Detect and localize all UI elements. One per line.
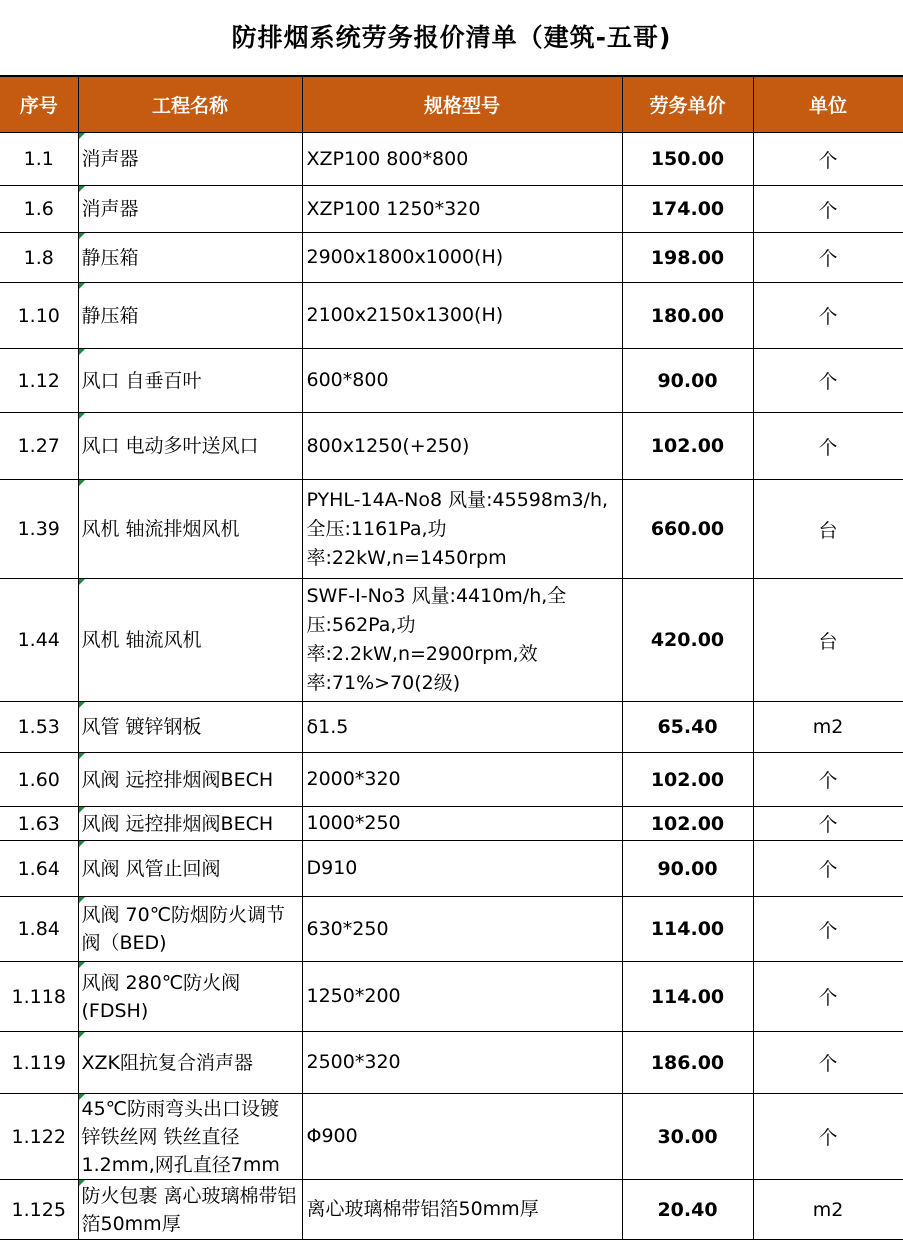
row-spec: Φ900 — [302, 1094, 622, 1180]
row-price: 180.00 — [622, 283, 753, 349]
row-unit: 台 — [753, 579, 903, 702]
row-index: 1.122 — [0, 1094, 78, 1180]
price-table — [0, 76, 903, 1240]
row-unit: 个 — [753, 233, 903, 283]
row-name: 防火包裹 离心玻璃棉带铝箔50mm厚 — [78, 1180, 302, 1240]
row-unit: 台 — [753, 480, 903, 579]
row-spec: 离心玻璃棉带铝箔50mm厚 — [302, 1180, 622, 1240]
row-name: XZK阻抗复合消声器 — [78, 1032, 302, 1094]
table-row — [0, 283, 903, 349]
table-row — [0, 1094, 903, 1180]
table-body — [0, 133, 903, 1240]
row-spec: 630*250 — [302, 897, 622, 962]
row-price: 102.00 — [622, 753, 753, 807]
row-index: 1.118 — [0, 962, 78, 1032]
row-unit: 个 — [753, 1094, 903, 1180]
row-name: 风阀 远控排烟阀BECH — [78, 807, 302, 841]
row-price: 114.00 — [622, 897, 753, 962]
table-row — [0, 962, 903, 1032]
row-price: 65.40 — [622, 702, 753, 753]
row-name: 45℃防雨弯头出口设镀锌铁丝网 铁丝直径1.2mm,网孔直径7mm — [78, 1094, 302, 1180]
row-index: 1.60 — [0, 753, 78, 807]
row-unit: 个 — [753, 283, 903, 349]
row-unit: 个 — [753, 962, 903, 1032]
table-row — [0, 841, 903, 897]
row-name: 风口 电动多叶送风口 — [78, 413, 302, 480]
header-name: 工程名称 — [78, 77, 302, 133]
table-row — [0, 702, 903, 753]
row-name: 风阀 280℃防火阀(FDSH) — [78, 962, 302, 1032]
row-index: 1.27 — [0, 413, 78, 480]
row-index: 1.39 — [0, 480, 78, 579]
row-index: 1.6 — [0, 186, 78, 233]
row-name: 静压箱 — [78, 283, 302, 349]
header-unit: 单位 — [753, 77, 903, 133]
table-row — [0, 753, 903, 807]
row-price: 90.00 — [622, 841, 753, 897]
row-price: 102.00 — [622, 413, 753, 480]
row-index: 1.64 — [0, 841, 78, 897]
row-unit: 个 — [753, 753, 903, 807]
row-price: 114.00 — [622, 962, 753, 1032]
table-row — [0, 1032, 903, 1094]
row-index: 1.53 — [0, 702, 78, 753]
header-price: 劳务单价 — [622, 77, 753, 133]
row-price: 102.00 — [622, 807, 753, 841]
row-name: 静压箱 — [78, 233, 302, 283]
table-row — [0, 133, 903, 186]
row-spec: 2000*320 — [302, 753, 622, 807]
row-spec: 2500*320 — [302, 1032, 622, 1094]
row-name: 风阀 远控排烟阀BECH — [78, 753, 302, 807]
row-name: 风阀 风管止回阀 — [78, 841, 302, 897]
row-index: 1.125 — [0, 1180, 78, 1240]
table-row — [0, 807, 903, 841]
row-price: 30.00 — [622, 1094, 753, 1180]
row-unit: 个 — [753, 186, 903, 233]
row-name: 风口 自垂百叶 — [78, 349, 302, 413]
row-unit: 个 — [753, 133, 903, 186]
row-spec: XZP100 800*800 — [302, 133, 622, 186]
row-spec: 1250*200 — [302, 962, 622, 1032]
row-spec: δ1.5 — [302, 702, 622, 753]
row-unit: 个 — [753, 349, 903, 413]
row-price: 186.00 — [622, 1032, 753, 1094]
row-spec: 2100x2150x1300(H) — [302, 283, 622, 349]
row-name: 风管 镀锌钢板 — [78, 702, 302, 753]
row-unit: m2 — [753, 702, 903, 753]
table-row — [0, 1180, 903, 1240]
table-row — [0, 480, 903, 579]
table-row — [0, 186, 903, 233]
row-unit: 个 — [753, 413, 903, 480]
row-name: 风机 轴流排烟风机 — [78, 480, 302, 579]
table-row — [0, 579, 903, 702]
row-index: 1.8 — [0, 233, 78, 283]
row-price: 174.00 — [622, 186, 753, 233]
table-row — [0, 233, 903, 283]
row-price: 420.00 — [622, 579, 753, 702]
row-price: 150.00 — [622, 133, 753, 186]
header-index: 序号 — [0, 77, 78, 133]
row-index: 1.10 — [0, 283, 78, 349]
row-price: 20.40 — [622, 1180, 753, 1240]
row-index: 1.63 — [0, 807, 78, 841]
row-price: 198.00 — [622, 233, 753, 283]
row-spec: D910 — [302, 841, 622, 897]
row-spec: 800x1250(+250) — [302, 413, 622, 480]
row-name: 风机 轴流风机 — [78, 579, 302, 702]
table-row — [0, 349, 903, 413]
row-index: 1.44 — [0, 579, 78, 702]
row-price: 90.00 — [622, 349, 753, 413]
row-index: 1.84 — [0, 897, 78, 962]
row-spec: PYHL-14A-No8 风量:45598m3/h,全压:1161Pa,功率:22kW,n=1450rpm — [302, 480, 622, 579]
row-unit: m2 — [753, 1180, 903, 1240]
row-spec: 600*800 — [302, 349, 622, 413]
row-price: 660.00 — [622, 480, 753, 579]
row-spec: 2900x1800x1000(H) — [302, 233, 622, 283]
row-index: 1.12 — [0, 349, 78, 413]
row-index: 1.119 — [0, 1032, 78, 1094]
sheet-title: 防排烟系统劳务报价清单（建筑-五哥) — [0, 0, 903, 76]
header-row — [0, 77, 903, 133]
row-unit: 个 — [753, 841, 903, 897]
row-unit: 个 — [753, 807, 903, 841]
row-unit: 个 — [753, 1032, 903, 1094]
table-row — [0, 897, 903, 962]
row-name: 消声器 — [78, 133, 302, 186]
row-name: 风阀 70℃防烟防火调节阀（BED) — [78, 897, 302, 962]
row-unit: 个 — [753, 897, 903, 962]
row-index: 1.1 — [0, 133, 78, 186]
row-name: 消声器 — [78, 186, 302, 233]
table-row — [0, 413, 903, 480]
row-spec: XZP100 1250*320 — [302, 186, 622, 233]
header-spec: 规格型号 — [302, 77, 622, 133]
row-spec: 1000*250 — [302, 807, 622, 841]
row-spec: SWF-I-No3 风量:4410m/h,全压:562Pa,功率:2.2kW,n=2900rpm,效率:71%>70(2级) — [302, 579, 622, 702]
